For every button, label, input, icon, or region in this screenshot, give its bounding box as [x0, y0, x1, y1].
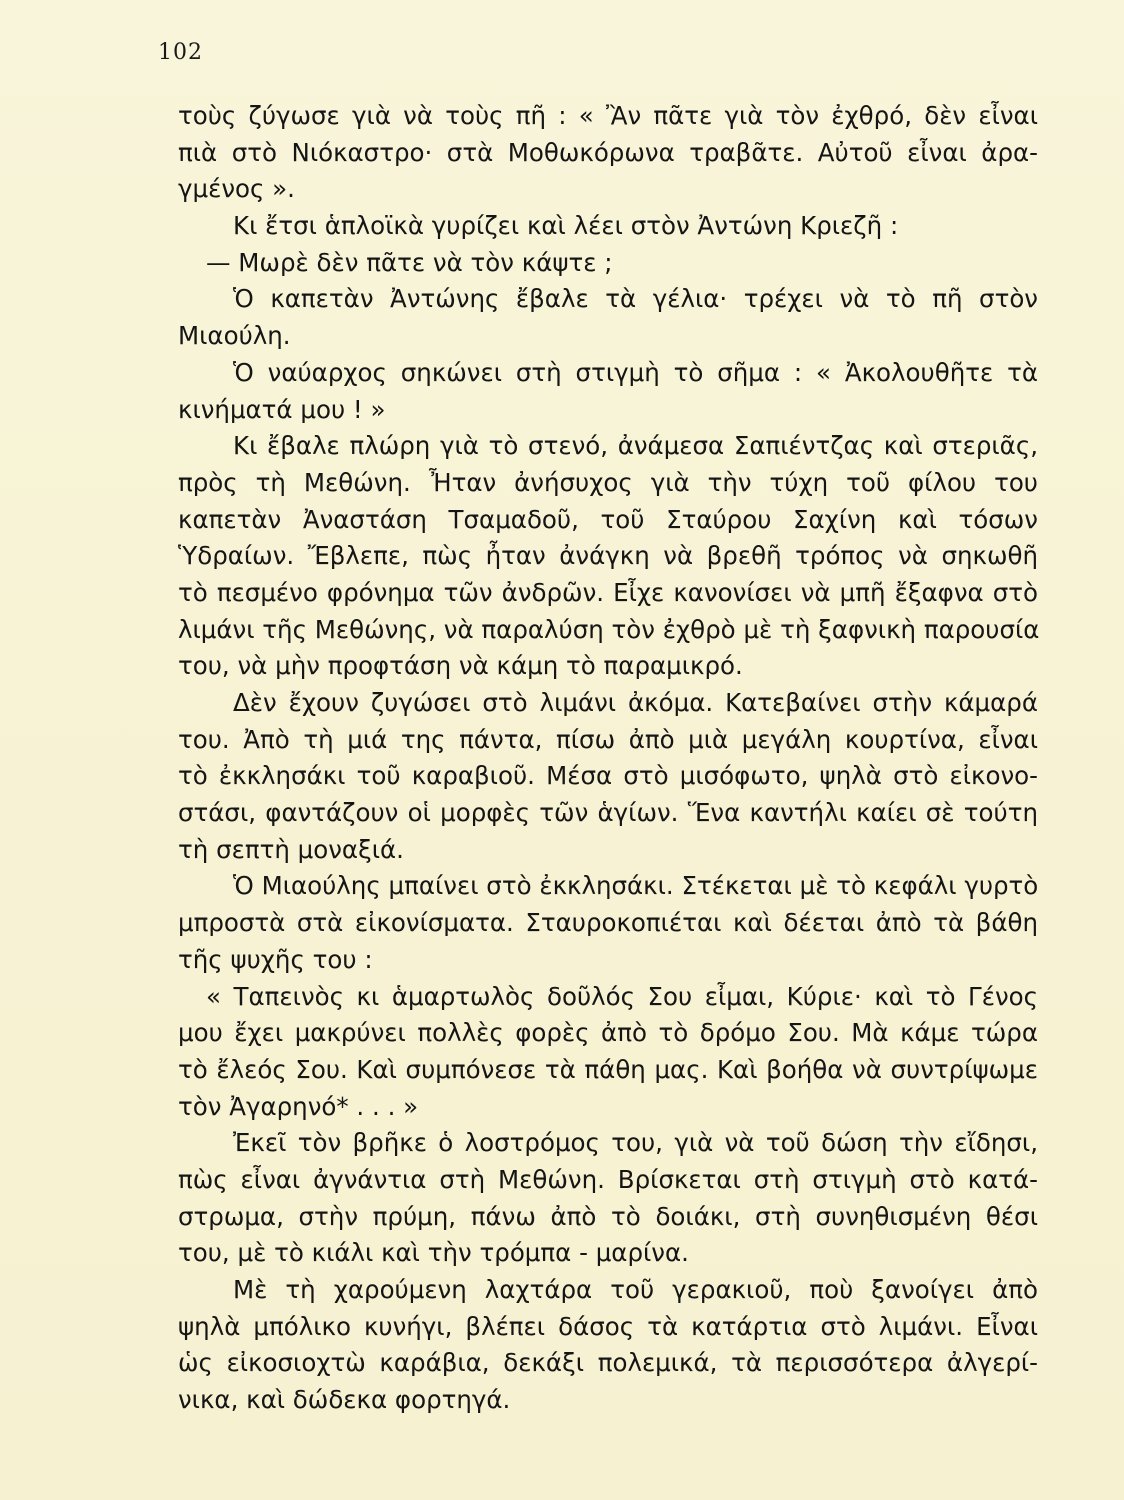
text-line: τοὺς ζύγωσε γιὰ νὰ τοὺς πῆ : « Ἂν πᾶτε γιὰ τὸν ἐχθρό, δὲν εἶναι [178, 101, 1038, 130]
text-line: Κι ἔβαλε πλώρη γιὰ τὸ στενό, ἀνάμεσα Σαπιέντζας καὶ στεριᾶς, [233, 431, 1038, 461]
text-line: Ὑδραίων. Ἔβλεπε, πὼς ἦταν ἀνάγκη νὰ βρεθῆ τρόπος νὰ σηκωθῆ [178, 541, 1038, 571]
text-line: πὼς εἶναι ἀγνάντια στὴ Μεθώνη. Βρίσκεται στὴ στιγμὴ στὸ κατά- [178, 1164, 1038, 1194]
text-line: Ὁ καπετὰν Ἀντώνης ἔβαλε τὰ γέλια· τρέχει νὰ τὸ πῆ στὸν [233, 284, 1038, 314]
text-line: στάσι, φαντάζουν οἱ μορφὲς τῶν ἁγίων. Ἕνα καντήλι καίει σὲ τούτη [178, 798, 1038, 828]
text-line: μου ἔχει μακρύνει πολλὲς φορὲς ἀπὸ τὸ δρόμο Σου. Μὰ κάμε τώρα [178, 1018, 1038, 1048]
text-line: ψηλὰ μπόλικο κυνήγι, βλέπει δάσος τὰ κατάρτια στὸ λιμάνι. Εἶναι [178, 1311, 1038, 1341]
text-line: Μιαούλη. [178, 321, 291, 351]
body-text [178, 98, 1038, 1419]
text-line: πιὰ στὸ Νιόκαστρο· στὰ Μοθωκόρωνα τραβᾶτε. Αὐτοῦ εἶναι ἀρα- [178, 137, 1038, 167]
text-line: « Ταπεινὸς κι ἁμαρτωλὸς δοῦλός Σου εἶμαι, Κύριε· καὶ τὸ Γένος [206, 981, 1038, 1011]
text-line: ὡς εἰκοσιοχτὼ καράβια, δεκάξι πολεμικά, τὰ περισσότερα ἀλγερί- [178, 1348, 1038, 1378]
page-number: 102 [158, 40, 203, 65]
text-line: του, μὲ τὸ κιάλι καὶ τὴν τρόμπα - μαρίνα. [178, 1238, 689, 1268]
text-line: τὸ πεσμένο φρόνημα τῶν ἀνδρῶν. Εἶχε κανονίσει νὰ μπῆ ἔξαφνα στὸ [178, 577, 1038, 607]
text-line: του, νὰ μὴν προφτάση νὰ κάμη τὸ παραμικρό. [178, 651, 743, 681]
text-line: Ὁ Μιαούλης μπαίνει στὸ ἐκκλησάκι. Στέκεται μὲ τὸ κεφάλι γυρτὸ [233, 871, 1039, 901]
text-line: του. Ἀπὸ τὴ μιά της πάντα, πίσω ἀπὸ μιὰ μεγάλη κουρτίνα, εἶναι [178, 724, 1038, 754]
text-line: Κι ἔτσι ἁπλοϊκὰ γυρίζει καὶ λέει στὸν Ἀντώνη Κριεζῆ : [233, 211, 899, 241]
text-line: στρωμα, στὴν πρύμη, πάνω ἀπὸ τὸ δοιάκι, στὴ συνηθισμένη θέσι [178, 1201, 1038, 1231]
text-line: τὸν Ἀγαρηνό* . . . » [178, 1091, 419, 1121]
text-line: Ὁ ναύαρχος σηκώνει στὴ στιγμὴ τὸ σῆμα : « Ἀκολουθῆτε τὰ [233, 357, 1038, 387]
text-line: Δὲν ἔχουν ζυγώσει στὸ λιμάνι ἀκόμα. Κατεβαίνει στὴν κάμαρά [233, 688, 1038, 717]
text-line: τὴ σεπτὴ μοναξιά. [178, 834, 404, 864]
text-line: γμένος ». [178, 174, 295, 204]
text-line: καπετὰν Ἀναστάση Τσαμαδοῦ, τοῦ Σταύρου Σαχίνη καὶ τόσων [178, 504, 1038, 534]
text-line: τὸ ἔλεός Σου. Καὶ συμπόνεσε τὰ πάθη μας. Καὶ βοήθα νὰ συντρίψωμε [178, 1054, 1038, 1084]
text-line: μπροστὰ στὰ εἰκονίσματα. Σταυροκοπιέται καὶ δέεται ἀπὸ τὰ βάθη [178, 908, 1038, 938]
text-line: τὸ ἐκκλησάκι τοῦ καραβιοῦ. Μέσα στὸ μισόφωτο, ψηλὰ στὸ εἰκονο- [178, 761, 1038, 791]
text-line: τῆς ψυχῆς του : [178, 944, 373, 974]
text-line: Ἐκεῖ τὸν βρῆκε ὁ λοστρόμος του, γιὰ νὰ τοῦ δώση τὴν εἴδησι, [233, 1128, 1038, 1158]
text-line: λιμάνι τῆς Μεθώνης, νὰ παραλύση τὸν ἐχθρὸ μὲ τὴ ξαφνικὴ παρουσία [178, 614, 1040, 644]
text-line: — Μωρὲ δὲν πᾶτε νὰ τὸν κάψτε ; [206, 247, 613, 277]
text-line: πρὸς τὴ Μεθώνη. Ἦταν ἀνήσυχος γιὰ τὴν τύχη τοῦ φίλου του [178, 467, 1038, 497]
text-line: κινήματά μου ! » [178, 394, 386, 424]
text-line: Μὲ τὴ χαρούμενη λαχτάρα τοῦ γερακιοῦ, ποὺ ξανοίγει ἀπὸ [233, 1275, 1038, 1304]
text-line: νικα, καὶ δώδεκα φορτηγά. [178, 1385, 511, 1415]
